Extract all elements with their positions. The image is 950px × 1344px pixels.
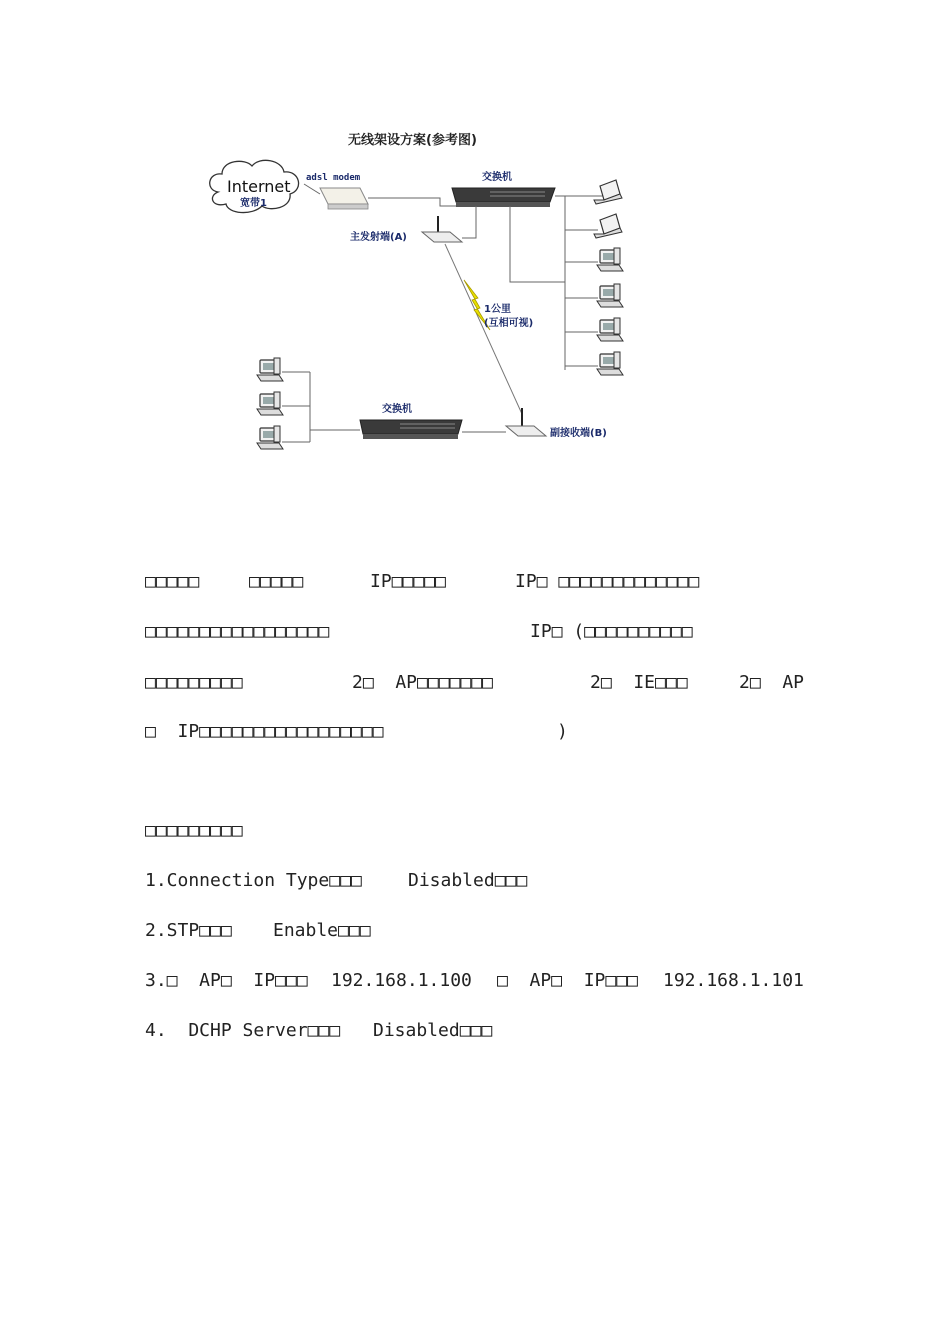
- setting-2-value: Enable□□□: [273, 920, 371, 941]
- switch-bottom-label: 交换机: [382, 404, 412, 415]
- broadband-label: 宽带1: [240, 198, 267, 209]
- para-line2-seg2: IP□ (□□□□□□□□□□: [530, 621, 693, 642]
- para-line3-seg2: 2□ AP□□□□□□□: [352, 672, 493, 693]
- setting-1-label: 1.Connection Type□□□: [145, 870, 362, 891]
- switch-top: [452, 188, 555, 207]
- para-line1-seg2: □□□□□: [249, 571, 304, 592]
- setting-4-value: Disabled□□□: [373, 1020, 493, 1041]
- settings-heading: □□□□□□□□□: [145, 820, 243, 841]
- visibility-label: (互相可视): [484, 318, 534, 329]
- modem-label: adsl modem: [306, 173, 361, 183]
- network-diagram: [200, 120, 650, 470]
- laptop-icon: [594, 214, 622, 238]
- setting-4-label: 4. DCHP Server□□□: [145, 1020, 341, 1041]
- setting-3-label-a: 3.□ AP□ IP□□□: [145, 970, 308, 991]
- para-line2-seg1: □□□□□□□□□□□□□□□□□: [145, 621, 330, 642]
- internet-label: Internet: [227, 177, 291, 196]
- internet-cloud: [210, 160, 299, 212]
- main-ap-a: [422, 216, 462, 242]
- para-line1-seg4: IP□ □□□□□□□□□□□□□: [515, 571, 700, 592]
- diagram-title: 无线架设方案(参考图): [348, 133, 477, 148]
- para-line3-seg3: 2□ IE□□□: [590, 672, 688, 693]
- para-line1-seg3: IP□□□□□: [370, 571, 446, 592]
- desktop-pc-icon: [597, 352, 623, 375]
- sub-rx-label: 副接收端(B): [550, 428, 607, 439]
- laptop-icon: [594, 180, 622, 204]
- setting-3-ip-a: 192.168.1.100: [331, 970, 472, 991]
- para-line4-seg2: ): [557, 721, 568, 742]
- desktop-pc-icon: [597, 284, 623, 307]
- desktop-pc-icon: [597, 318, 623, 341]
- desktop-pc-icon: [257, 426, 283, 449]
- desktop-pc-icon: [597, 248, 623, 271]
- desktop-pc-icon: [257, 392, 283, 415]
- desktop-pc-icon: [257, 358, 283, 381]
- setting-3-label-b: □ AP□ IP□□□: [497, 970, 638, 991]
- setting-3-ip-b: 192.168.1.101: [663, 970, 804, 991]
- switch-top-label: 交换机: [482, 172, 512, 183]
- para-line4-seg1: □ IP□□□□□□□□□□□□□□□□□: [145, 721, 384, 742]
- setting-1-value: Disabled□□□: [408, 870, 528, 891]
- para-line3-seg4: 2□ AP: [739, 672, 805, 693]
- main-tx-label: 主发射端(A): [350, 232, 407, 243]
- switch-bottom: [360, 420, 462, 439]
- distance-label: 1公里: [484, 304, 511, 315]
- setting-2-label: 2.STP□□□: [145, 920, 232, 941]
- para-line3-seg1: □□□□□□□□□: [145, 672, 243, 693]
- adsl-modem: [320, 188, 368, 209]
- sub-ap-b: [506, 408, 546, 436]
- para-line1-seg1: □□□□□: [145, 571, 200, 592]
